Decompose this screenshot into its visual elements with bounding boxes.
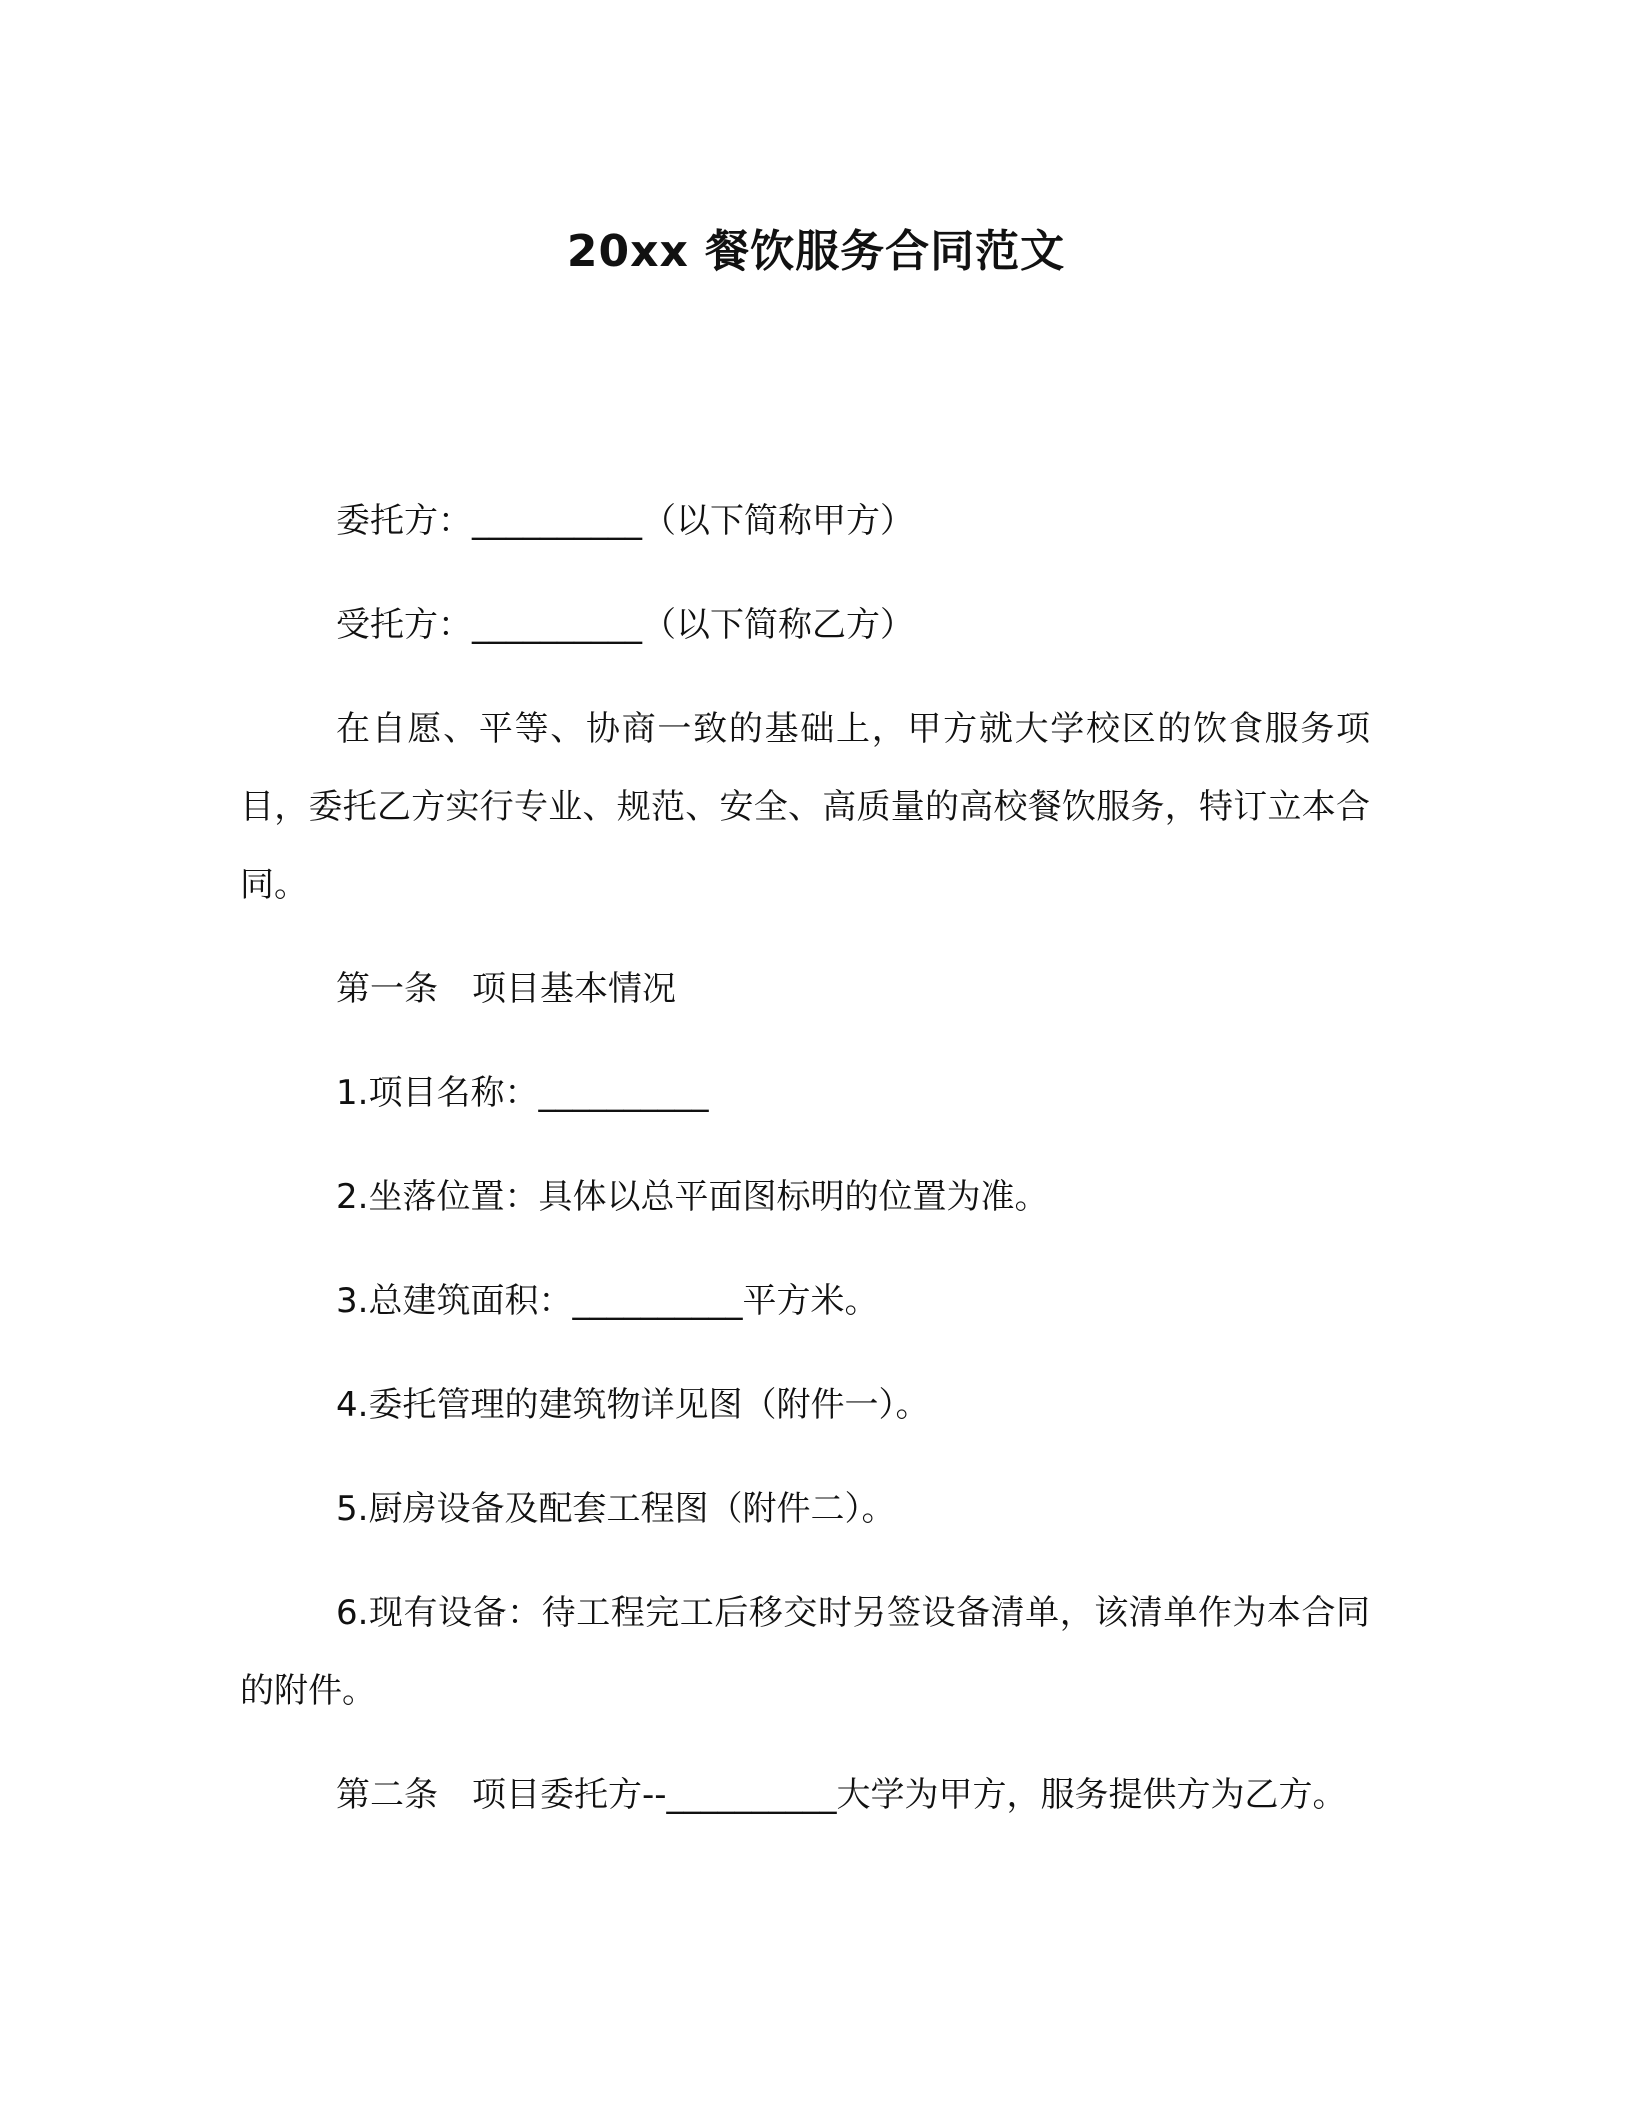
paragraph-client: 委托方：__________（以下简称甲方） xyxy=(336,501,914,541)
item-total-area: 3.总建筑面积：__________平方米。 xyxy=(336,1281,879,1321)
item-kitchen-equipment: 5.厨房设备及配套工程图（附件二）。 xyxy=(336,1489,896,1529)
document-body xyxy=(240,482,1370,1860)
paragraph-preamble: 在自愿、平等、协商一致的基础上，甲方就大学校区的饮食服务项目，委托乙方实行专业、规范、安全、高质量的高校餐饮服务，特订立本合同。 xyxy=(240,709,1370,905)
article-2-heading: 第二条 项目委托方--__________大学为甲方，服务提供方为乙方。 xyxy=(336,1775,1347,1815)
item-existing-equipment: 6.现有设备：待工程完工后移交时另签设备清单，该清单作为本合同的附件。 xyxy=(240,1593,1370,1711)
item-location: 2.坐落位置：具体以总平面图标明的位置为准。 xyxy=(336,1177,1049,1217)
item-project-name: 1.项目名称：__________ xyxy=(336,1073,709,1113)
paragraph-contractor: 受托方：__________（以下简称乙方） xyxy=(336,605,914,645)
document-title: 20xx 餐饮服务合同范文 xyxy=(566,226,1066,277)
article-1-heading: 第一条 项目基本情况 xyxy=(336,969,676,1009)
item-buildings: 4.委托管理的建筑物详见图（附件一）。 xyxy=(336,1385,930,1425)
